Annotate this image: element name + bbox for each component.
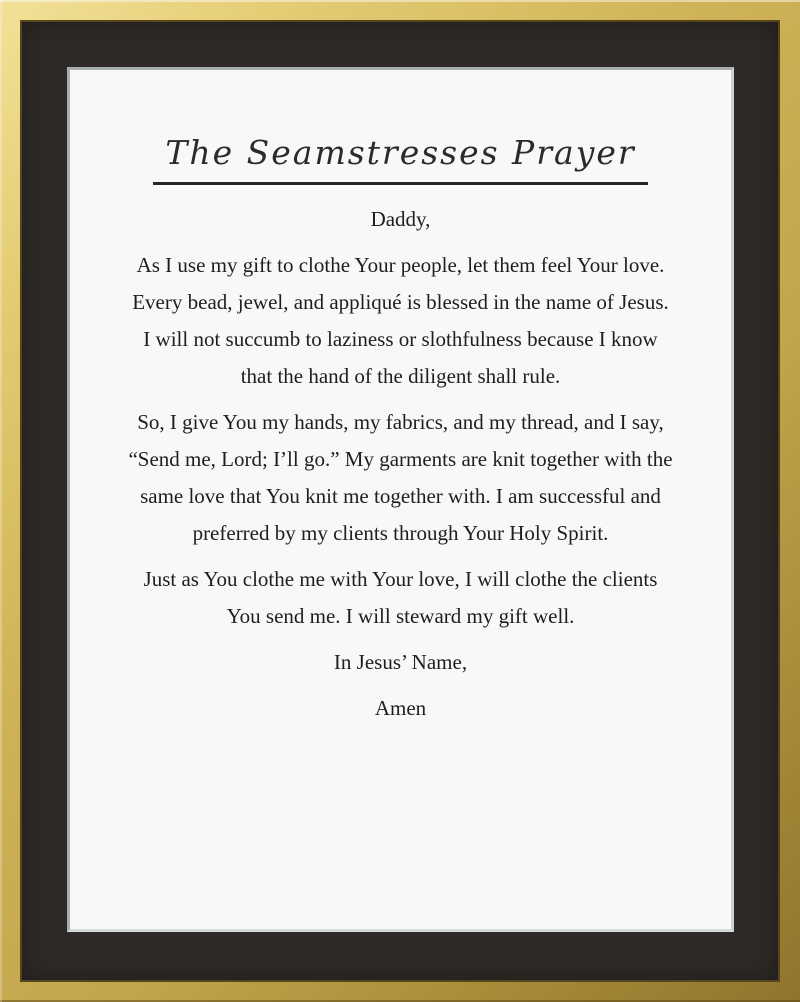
- prayer-paragraph-1: As I use my gift to clothe Your people, let them feel Your love. Every bead, jewel, and appliqué is blessed in the name of Jesus. I will not succumb to laziness or slothfulness because I know that the hand of the diligent shall rule.: [132, 252, 669, 388]
- closing-line: In Jesus’ Name,: [333, 649, 468, 674]
- prayer-paragraph-3: Just as You clothe me with Your love, I will clothe the clients You send me. I will steward my gift well.: [143, 566, 658, 628]
- amen-line: Amen: [374, 695, 427, 720]
- prayer-paper: [67, 67, 734, 932]
- prayer-title: The Seamstresses Prayer: [153, 132, 647, 185]
- salutation: Daddy,: [370, 206, 431, 231]
- prayer-paragraph-2: So, I give You my hands, my fabrics, and my thread, and I say, “Send me, Lord; I’ll go.” My garments are knit together with the same love that You knit me together with. I am successful and preferred by my clients through Your Holy Spirit.: [128, 409, 673, 545]
- mat-board: [20, 20, 780, 982]
